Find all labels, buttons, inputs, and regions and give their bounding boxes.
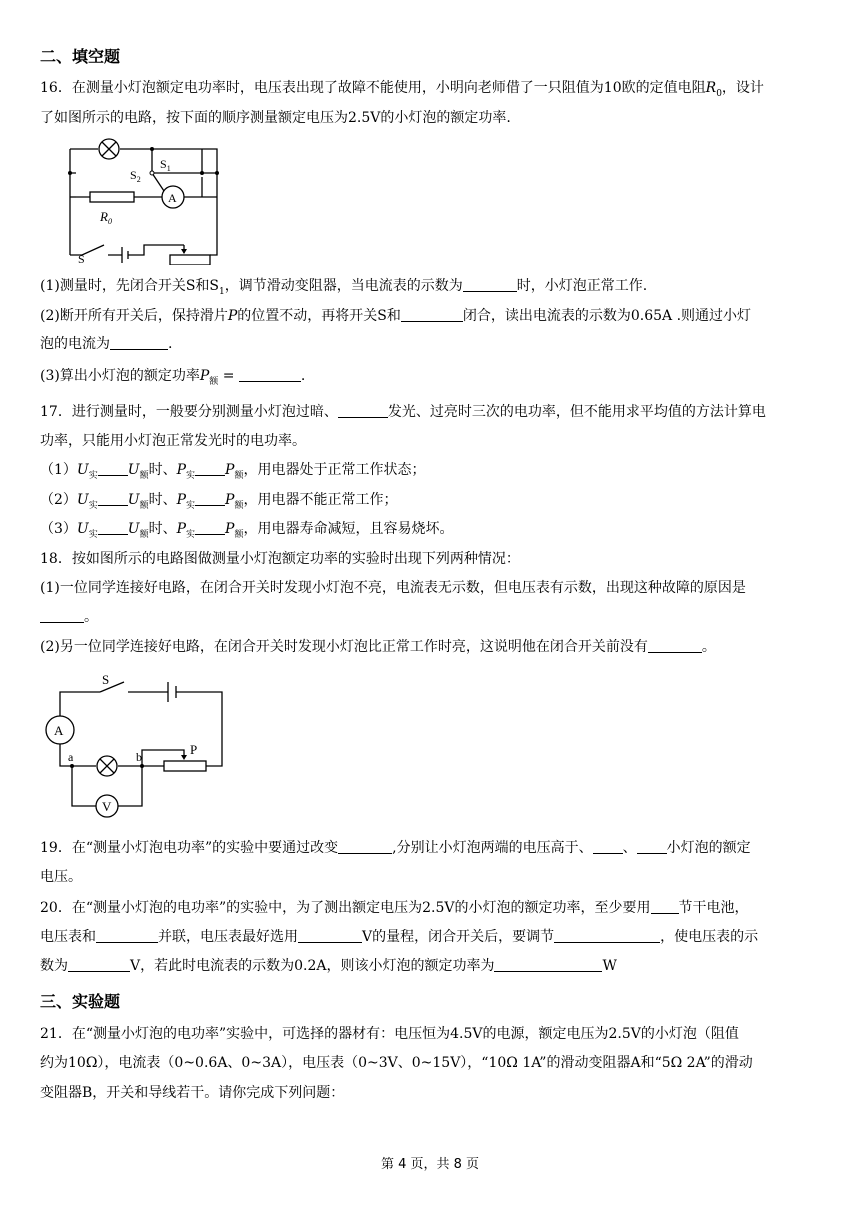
fig1-label-ammeter: A [168, 191, 177, 205]
circuit-figure-1 [52, 135, 232, 265]
q20-line1: 20．在“测量小灯泡的电功率”的实验中，为了测出额定电压为2.5V的小灯泡的额定功率，至少要用 节干电池， [40, 900, 749, 916]
fig1-label-s2: $S_2$ [130, 168, 141, 184]
fig1-label-r0: $R_0$ [100, 209, 112, 226]
answer-blank[interactable] [648, 638, 702, 653]
q16-line1: 16．在测量小灯泡额定电功率时，电压表出现了故障不能使用，小明向老师借了一只阻值为10欧的定值电阻$R_0$，设计 [40, 80, 764, 99]
page-footer: 第 4 页，共 8 页 [380, 1157, 480, 1172]
q19-line2: 电压。 [40, 869, 82, 885]
answer-blank[interactable] [463, 277, 517, 292]
q18-line1: 18．按如图所示的电路图做测量小灯泡额定功率的实验时出现下列两种情况： [40, 551, 520, 567]
answer-blank[interactable] [494, 957, 602, 972]
answer-blank[interactable] [338, 839, 392, 854]
fig2-label-voltmeter: V [102, 799, 112, 814]
section-heading-fill: 二、填空题 [40, 47, 121, 66]
q16-line2: 了如图所示的电路，按下面的顺序测量额定电压为2.5V的小灯泡的额定功率. [40, 110, 511, 126]
answer-blank[interactable] [68, 957, 130, 972]
answer-blank[interactable] [401, 307, 463, 322]
fig1-label-s: S [78, 252, 85, 265]
slider-arrow-icon [181, 755, 187, 760]
q16-part2: (2)断开所有开关后，保持滑片P的位置不动，再将开关S和 闭合，读出电流表的示数为0.65A .则通过小灯 [40, 308, 752, 324]
q17-item-3: $(3)U_实$ $U_额$时、$P_实$ $P_额$，用电器寿命减短，且容易烧坏。 [40, 521, 454, 540]
q17-item-2: $(2)U_实$ $U_额$时、$P_实$ $P_额$，用电器不能正常工作； [40, 492, 398, 511]
answer-blank[interactable] [239, 367, 301, 382]
q17-line1: 17．进行测量时，一般要分别测量小灯泡过暗、 发光、过亮时三次的电功率，但不能用求平均值的方法计算电 [40, 404, 766, 420]
q20-line2: 电压表和 并联，电压表最好选用 V的量程，闭合开关后，要调节 ，使电压表的示 [40, 929, 759, 945]
q17-item-1: $(1)U_实$ $U_额$时、$P_实$ $P_额$，用电器处于正常工作状态； [40, 462, 426, 481]
fig2-label-a: a [68, 750, 74, 764]
answer-blank[interactable] [637, 839, 667, 854]
answer-blank[interactable] [298, 928, 362, 943]
fig2-label-p: P [190, 742, 198, 757]
q21-line3: 变阻器B，开关和导线若干。请你完成下列问题： [40, 1085, 345, 1101]
fig1-label-s1: $S_1$ [160, 157, 171, 173]
q18-part1-cont: 。 [40, 607, 98, 627]
q18-part1: (1)一位同学连接好电路，在闭合开关时发现小灯泡不亮，电流表无示数，但电压表有示数，出现这种故障的原因是 [40, 580, 746, 596]
q18-part2: (2)另一位同学连接好电路，在闭合开关时发现小灯泡比正常工作时亮，这说明他在闭合开关前没有 。 [40, 639, 716, 655]
fig2-label-ammeter: A [54, 723, 64, 738]
answer-blank[interactable] [651, 899, 679, 914]
circuit-figure-2 [38, 668, 238, 820]
slider-arrow-icon [181, 249, 187, 254]
answer-blank[interactable] [338, 403, 388, 418]
answer-blank[interactable] [110, 335, 168, 350]
q16-part3: (3)算出小灯泡的额定功率$P_额$ = . [40, 368, 306, 387]
q16-part2-cont: 泡的电流为 . [40, 336, 173, 352]
answer-blank[interactable] [96, 928, 158, 943]
section-heading-experiment: 三、实验题 [40, 992, 121, 1011]
q17-line2: 功率，只能用小灯泡正常发光时的电功率。 [40, 433, 306, 449]
fig2-label-b: b [136, 750, 142, 764]
answer-blank[interactable] [40, 608, 84, 623]
q21-line2: 约为10Ω），电流表（0~0.6A、0~3A），电压表（0~3V、0~15V），“10Ω 1A”的滑动变阻器A和“5Ω 2A”的滑动 [40, 1055, 753, 1071]
q21-line1: 21．在“测量小灯泡的电功率”实验中，可选择的器材有：电压恒为4.5V的电源，额定电压为2.5V的小灯泡（阻值 [40, 1026, 739, 1042]
answer-blank[interactable] [593, 839, 623, 854]
fig2-label-s: S [102, 672, 110, 687]
q19-line1: 19．在“测量小灯泡电功率”的实验中要通过改变 ,分别让小灯泡两端的电压高于、 、 小灯泡的额定 [40, 840, 751, 856]
answer-blank[interactable] [554, 928, 660, 943]
q16-part1: (1)测量时，先闭合开关S和$S_1$，调节滑动变阻器，当电流表的示数为 时，小灯泡正常工作. [40, 278, 648, 297]
q20-line3: 数为 V，若此时电流表的示数为0.2A，则该小灯泡的额定功率为 W [40, 958, 617, 974]
